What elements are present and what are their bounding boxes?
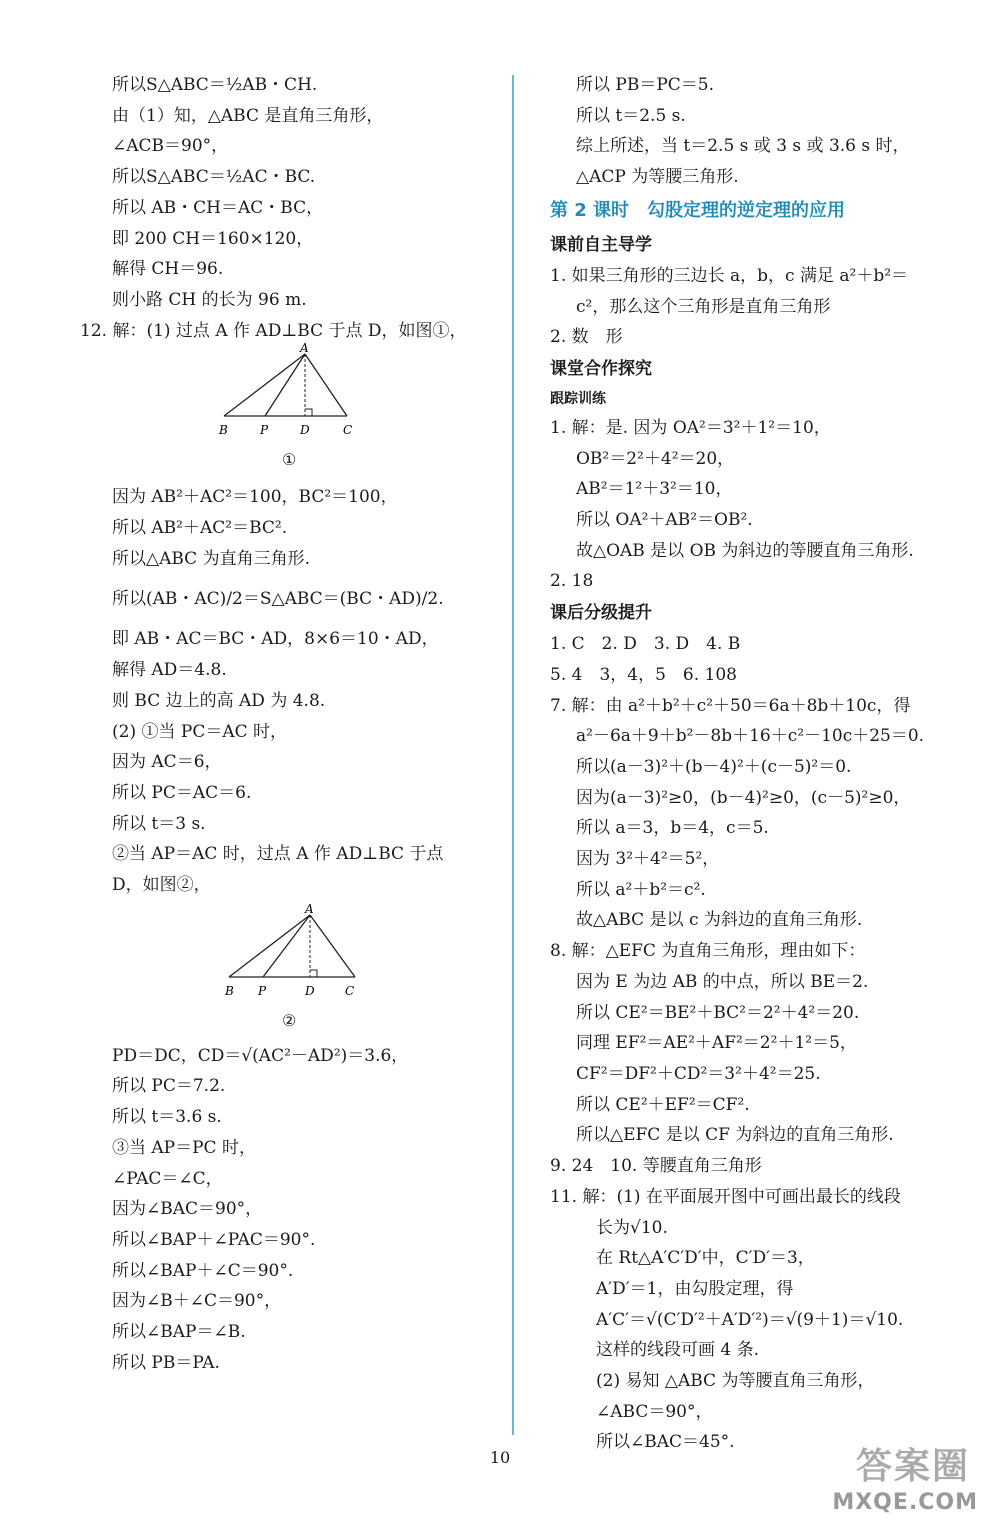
section-heading-classroom: 课堂合作探究 xyxy=(550,358,652,379)
text-line: 由（1）知，△ABC 是直角三角形， xyxy=(112,105,384,126)
figure-caption: ① xyxy=(282,450,297,470)
text-line: 所以 PC＝7.2. xyxy=(112,1076,226,1097)
text-line: 11. 解：(1) 在平面展开图中可画出最长的线段 xyxy=(550,1186,901,1207)
text-line: 因为 E 为边 AB 的中点，所以 BE＝2. xyxy=(576,971,869,992)
text-line: △ACP 为等腰三角形. xyxy=(576,167,739,188)
triangle-figure-1 xyxy=(197,341,353,446)
text-line: ∠PAC＝∠C， xyxy=(112,1168,223,1189)
vertex-label-c: C xyxy=(345,983,355,998)
text-line: 所以△EFC 是以 CF 为斜边的直角三角形. xyxy=(576,1125,894,1146)
text-line: 所以 CE²＝BE²＋BC²＝2²＋4²＝20. xyxy=(576,1002,860,1023)
text-line: 因为 3²＋4²＝5²， xyxy=(576,849,720,870)
text-line: 8. 解：△EFC 为直角三角形，理由如下： xyxy=(550,941,866,962)
vertex-label-c: C xyxy=(343,423,353,438)
text-line: 所以 t＝3.6 s. xyxy=(112,1107,222,1128)
vertex-label-a: A xyxy=(305,901,314,916)
text-line: AB²＝1²＋3²＝10， xyxy=(576,479,733,500)
text-line: 因为∠BAC＝90°， xyxy=(112,1199,263,1220)
vertex-label-b: B xyxy=(219,423,228,438)
text-line: ∠ACB＝90°， xyxy=(112,136,229,157)
left-column xyxy=(80,70,492,1379)
text-line: 综上所述，当 t＝2.5 s 或 3 s 或 3.6 s 时， xyxy=(576,136,910,157)
text-line: (2) 易知 △ABC 为等腰直角三角形， xyxy=(596,1371,875,1392)
text-line: 所以 PC＝AC＝6. xyxy=(112,782,252,803)
text-line: 所以∠BAC＝45°. xyxy=(596,1432,735,1453)
text-line: 所以△ABC 为直角三角形. xyxy=(112,548,310,569)
text-line: 1. 解：是. 因为 OA²＝3²＋1²＝10， xyxy=(550,417,831,438)
right-column xyxy=(550,70,970,1458)
text-line: A′D′＝1，由勾股定理，得 xyxy=(596,1278,794,1299)
text-line: 所以 a＝3，b＝4，c＝5. xyxy=(576,818,769,839)
text-line: 5. 4 3，4，5 6. 108 xyxy=(550,664,737,685)
text-line: 所以 CE²＋EF²＝CF². xyxy=(576,1094,750,1115)
text-line: 因为∠B＋∠C＝90°， xyxy=(112,1291,282,1312)
text-line: 故△ABC 是以 c 为斜边的直角三角形. xyxy=(576,910,863,931)
vertex-label-b: B xyxy=(225,983,234,998)
section-heading-after-class: 课后分级提升 xyxy=(550,603,652,624)
watermark-site: MXQE.COM xyxy=(832,1490,978,1515)
text-line: 所以 AB・CH＝AC・BC， xyxy=(112,197,324,218)
text-line: 9. 24 10. 等腰直角三角形 xyxy=(550,1156,762,1177)
text-line: OB²＝2²＋4²＝20， xyxy=(576,448,735,469)
text-line: 所以 PB＝PC＝5. xyxy=(576,75,715,95)
text-line: (2) ①当 PC＝AC 时， xyxy=(112,721,288,742)
text-line: 所以(AB・AC)/2＝S△ABC＝(BC・AD)/2. xyxy=(112,589,444,610)
text-line: 因为(a－3)²≥0，(b－4)²≥0，(c－5)²≥0， xyxy=(576,787,911,808)
text-line: c²，那么这个三角形是直角三角形 xyxy=(576,296,831,317)
text-line: 解得 CH＝96. xyxy=(112,259,224,280)
page-number: 10 xyxy=(489,1448,511,1467)
text-line: 1. 如果三角形的三边长 a，b，c 满足 a²＋b²＝ xyxy=(550,265,909,286)
text-line: 所以 t＝3 s. xyxy=(112,813,206,834)
triangle-figure-2 xyxy=(197,901,355,1007)
text-line: 所以S△ABC＝½AB・CH. xyxy=(112,75,318,95)
text-line: 所以∠BAP＋∠PAC＝90°. xyxy=(112,1229,316,1250)
vertex-label-d: D xyxy=(300,423,310,438)
subsection-heading: 跟踪训练 xyxy=(550,390,606,407)
text-line: ③当 AP＝PC 时， xyxy=(112,1137,256,1158)
text-line: 所以 PB＝PA. xyxy=(112,1352,220,1373)
text-line: 所以 AB²＋AC²＝BC². xyxy=(112,518,288,539)
text-line: ②当 AP＝AC 时，过点 A 作 AD⊥BC 于点 xyxy=(112,844,444,865)
figure-caption: ② xyxy=(282,1010,297,1030)
vertex-label-d: D xyxy=(305,983,315,998)
problem-12-heading: 12. 解：(1) 过点 A 作 AD⊥BC 于点 D，如图①， xyxy=(80,320,467,341)
text-line: 同理 EF²＝AE²＋AF²＝2²＋1²＝5， xyxy=(576,1033,857,1054)
text-line: 则 BC 边上的高 AD 为 4.8. xyxy=(112,690,326,711)
text-line: 所以 a²＋b²＝c². xyxy=(576,879,706,900)
text-line: 2. 数 形 xyxy=(550,327,623,348)
text-line: 则小路 CH 的长为 96 m. xyxy=(112,289,307,310)
vertex-label-a: A xyxy=(300,341,309,356)
text-line: A′C′＝√(C′D′²＋A′D′²)＝√(9＋1)＝√10. xyxy=(596,1309,904,1330)
text-line: ∠ABC＝90°， xyxy=(596,1401,713,1422)
text-line: 这样的线段可画 4 条. xyxy=(596,1340,760,1361)
vertex-label-p: P xyxy=(258,983,267,998)
text-line: 所以∠BAP＋∠C＝90°. xyxy=(112,1260,294,1281)
text-line: 因为 AB²＋AC²＝100，BC²＝100， xyxy=(112,487,398,508)
figure-1 xyxy=(102,341,492,470)
section-heading-preview: 课前自主导学 xyxy=(550,234,652,255)
text-line: 即 AB・AC＝BC・AD，8×6＝10・AD， xyxy=(112,629,439,650)
text-line: 解得 AD＝4.8. xyxy=(112,660,227,681)
text-line: 7. 解：由 a²＋b²＋c²＋50＝6a＋8b＋10c，得 xyxy=(550,695,911,716)
watermark-logo: 答案圈 xyxy=(855,1446,970,1487)
text-line: 长为√10. xyxy=(596,1217,668,1238)
text-line: a²－6a＋9＋b²－8b＋16＋c²－10c＋25＝0. xyxy=(576,726,925,747)
text-line: 所以(a－3)²＋(b－4)²＋(c－5)²＝0. xyxy=(576,756,852,777)
text-line: 2. 18 xyxy=(550,571,594,592)
vertex-label-p: P xyxy=(260,423,269,438)
text-line: 即 200 CH＝160×120， xyxy=(112,228,314,249)
figure-2 xyxy=(102,901,492,1030)
text-line: 所以S△ABC＝½AC・BC. xyxy=(112,167,316,188)
text-line: D，如图②， xyxy=(112,875,211,896)
text-line: 1. C 2. D 3. D 4. B xyxy=(550,634,741,655)
text-line: 故△OAB 是以 OB 为斜边的等腰直角三角形. xyxy=(576,540,914,561)
column-divider xyxy=(512,75,514,1435)
text-line: CF²＝DF²＋CD²＝3²＋4²＝25. xyxy=(576,1063,821,1084)
text-line: 在 Rt△A′C′D′中，C′D′＝3， xyxy=(596,1248,815,1269)
text-line: 所以 t＝2.5 s. xyxy=(576,105,686,126)
text-line: 所以 OA²＋AB²＝OB². xyxy=(576,510,753,531)
text-line: 因为 AC＝6， xyxy=(112,752,222,773)
text-line: 所以∠BAP＝∠B. xyxy=(112,1322,246,1343)
text-line: PD＝DC，CD＝√(AC²－AD²)＝3.6， xyxy=(112,1045,409,1066)
lesson-title: 第 2 课时 勾股定理的逆定理的应用 xyxy=(550,199,846,221)
